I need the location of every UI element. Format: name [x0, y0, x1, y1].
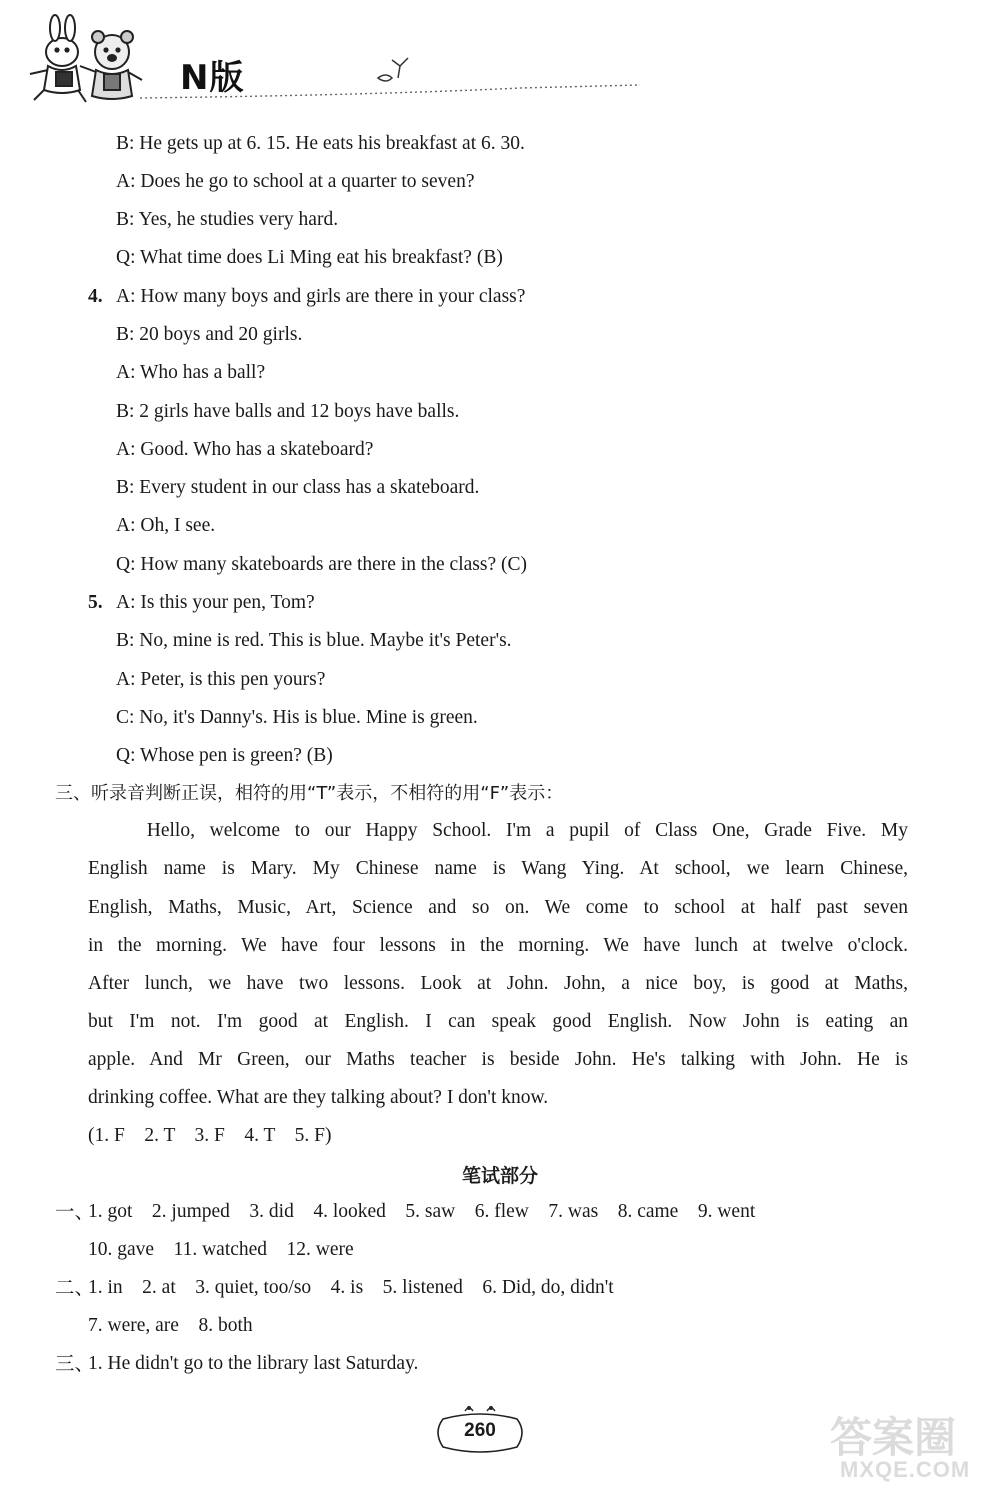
dialogue-line: Q: How many skateboards are there in the class? (C)	[116, 554, 527, 575]
dialogue-line: A: Is this your pen, Tom?	[116, 592, 315, 613]
dialogue-line: C: No, it's Danny's. His is blue. Mine is green.	[116, 707, 478, 728]
section-title: 三、听录音判断正误，相符的用“T”表示，不相符的用“F”表示：	[55, 783, 564, 804]
dialogue-line: B: Yes, he studies very hard.	[116, 209, 339, 230]
passage-line: English name is Mary. My Chinese name is Wang Ying. At school, we learn Chinese,	[88, 858, 908, 879]
passage-line: Hello, welcome to our Happy School. I'm a pupil of Class One, Grade Five. My	[88, 820, 908, 841]
page-number-text: 260	[464, 1420, 496, 1441]
answer-line: 1. in 2. at 3. quiet, too/so 4. is 5. listened 6. Did, do, didn't	[88, 1277, 614, 1298]
dialogue-line: B: Every student in our class has a skateboard.	[116, 477, 480, 498]
dialogue-line: A: Peter, is this pen yours?	[116, 669, 326, 690]
dialogue-line: A: Oh, I see.	[116, 515, 216, 536]
rabbit-icon	[30, 15, 86, 102]
dialogue-line: Q: What time does Li Ming eat his breakfast? (B)	[116, 247, 503, 268]
page-number	[425, 1405, 535, 1459]
watermark-url: MXQE.COM	[840, 1457, 971, 1482]
dialogue-line: B: 20 boys and 20 girls.	[116, 324, 303, 345]
dialogue-line: A: Good. Who has a skateboard?	[116, 439, 374, 460]
question-number: 5.	[88, 592, 103, 613]
passage-line: but I'm not. I'm good at English. I can speak good English. Now John is eating an	[88, 1011, 908, 1032]
answer-line: 10. gave 11. watched 12. were	[88, 1239, 354, 1260]
passage-line: apple. And Mr Green, our Maths teacher is beside John. He's talking with John. He is	[88, 1049, 908, 1070]
edition-label: N版	[180, 58, 245, 98]
dialogue-line: Q: Whose pen is green? (B)	[116, 745, 333, 766]
question-number: 4.	[88, 286, 103, 307]
page-header	[0, 0, 1000, 110]
bear-icon	[80, 31, 142, 99]
watermark	[790, 1405, 995, 1490]
section-heading: 笔试部分	[461, 1165, 538, 1187]
dialogue-line: A: Does he go to school at a quarter to seven?	[116, 171, 475, 192]
answer-line: 1. got 2. jumped 3. did 4. looked 5. saw 6. flew 7. was 8. came 9. went	[88, 1201, 756, 1222]
passage-line: English, Maths, Music, Art, Science and so on. We come to school at half past seven	[88, 897, 908, 918]
passage-line: in the morning. We have four lessons in the morning. We have lunch at twelve o'clock.	[88, 935, 908, 956]
answer-line: 7. were, are 8. both	[88, 1315, 253, 1336]
dialogue-line: B: 2 girls have balls and 12 boys have balls.	[116, 401, 460, 422]
passage-line: drinking coffee. What are they talking about? I don't know.	[88, 1087, 549, 1108]
butterfly-icon	[378, 58, 408, 81]
part-label: 二、	[55, 1276, 95, 1299]
dialogue-line: B: He gets up at 6. 15. He eats his breakfast at 6. 30.	[116, 133, 525, 154]
answer-key: (1. F 2. T 3. F 4. T 5. F)	[88, 1125, 332, 1146]
answer-line: 1. He didn't go to the library last Saturday.	[88, 1353, 419, 1374]
part-label: 三、	[55, 1352, 95, 1375]
dialogue-line: B: No, mine is red. This is blue. Maybe it's Peter's.	[116, 630, 512, 651]
part-label: 一、	[55, 1200, 95, 1223]
passage-line: After lunch, we have two lessons. Look at John. John, a nice boy, is good at Maths,	[88, 973, 908, 994]
header-decoration	[0, 0, 1000, 110]
dialogue-line: A: Who has a ball?	[116, 362, 266, 383]
dialogue-line: A: How many boys and girls are there in your class?	[116, 286, 526, 307]
watermark-title: 答案圈	[830, 1413, 957, 1462]
